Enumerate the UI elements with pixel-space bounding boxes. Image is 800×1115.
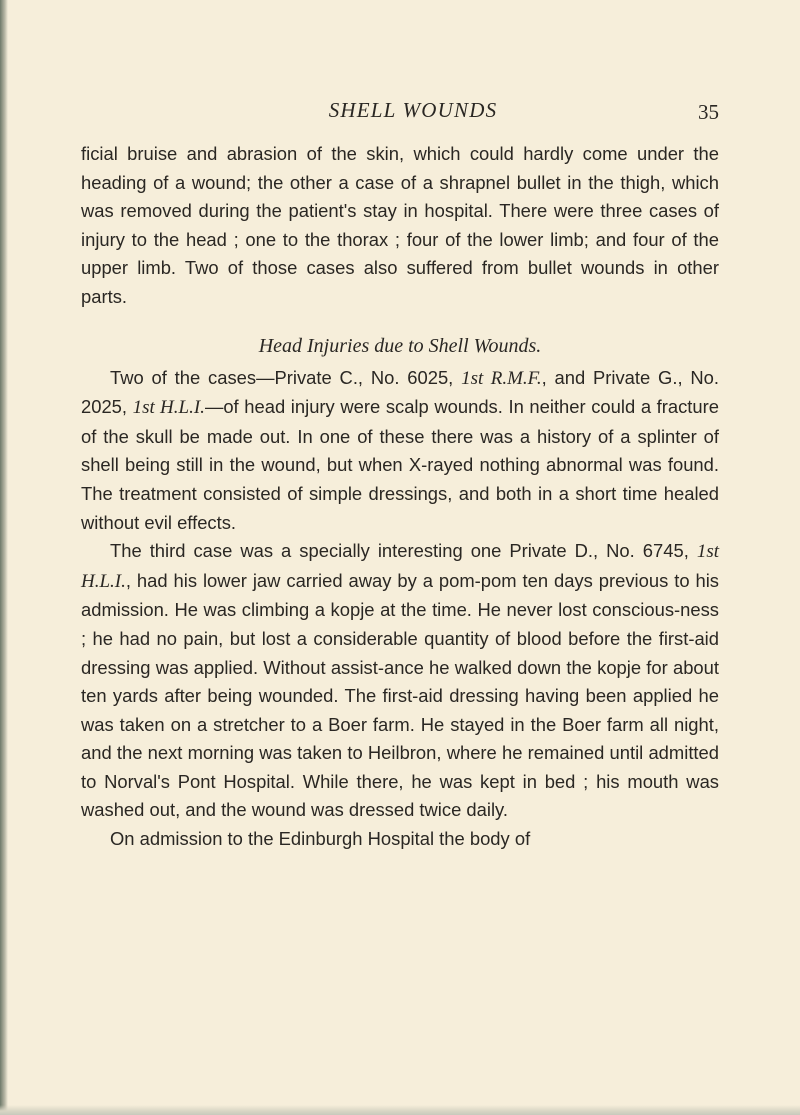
regiment-italic: 1st H.L.I. (132, 397, 205, 419)
page-number: 35 (698, 100, 719, 124)
regiment-italic: 1st H.L.I. (81, 541, 719, 592)
paragraph-scalp-wounds (81, 364, 719, 538)
paragraph-text: Two of the cases—Private C., No. 6025, (110, 366, 462, 388)
running-head (0, 96, 800, 126)
paragraph-text: , and Private G., No. 2025, (81, 366, 719, 418)
paragraph-text: —of head injury were scalp wounds. In neither could a fracture of the skull be made out. In one of these there was a history of a splinter of shell being still in the wound, but when X-rayed nothing abnormal was found. The treatment consisted of simple dressings, and both in a short time healed without evil effects. (81, 396, 719, 533)
paragraph-text: The third case was a specially interesting one Private D., No. 6745, (110, 540, 697, 562)
body-text (81, 140, 719, 854)
paragraph-admission: On admission to the Edinburgh Hospital the body of (110, 828, 531, 850)
page-bottom-edge (0, 1105, 800, 1115)
paragraph-jaw-case (81, 537, 719, 825)
section-heading: Head Injuries due to Shell Wounds. (258, 334, 542, 357)
regiment-italic: 1st R.M.F. (461, 367, 542, 389)
page-spine-shadow (0, 0, 8, 1115)
paragraph-continued: ficial bruise and abrasion of the skin, which could hardly come under the heading of a wound; the other a case of a shrapnel bullet in the thigh, which was removed during the patient's stay in hospital. There were three cases of injury to the head ; one to the thorax ; four of the lower limb; and four of the upper limb. Two of those cases also suffered from bullet wounds in other parts. (81, 143, 719, 307)
paragraph-text: , had his lower jaw carried away by a pom-pom ten days previous to his admission. He was climbing a kopje at the time. He never lost conscious-ness ; he had no pain, but lost a considerable quantity of blood before the first-aid dressing was applied. Without assist-ance he walked down the kopje for about ten yards after being wounded. The first-aid dressing having been applied he was taken on a stretcher to a Boer farm. He stayed in the Boer farm all night, and the next morning was taken to Heilbron, where he remained until admitted to Norval's Pont Hospital. While there, he was kept in bed ; his mouth was washed out, and the wound was dressed twice daily. (81, 569, 719, 821)
running-title: SHELL WOUNDS (328, 98, 498, 122)
